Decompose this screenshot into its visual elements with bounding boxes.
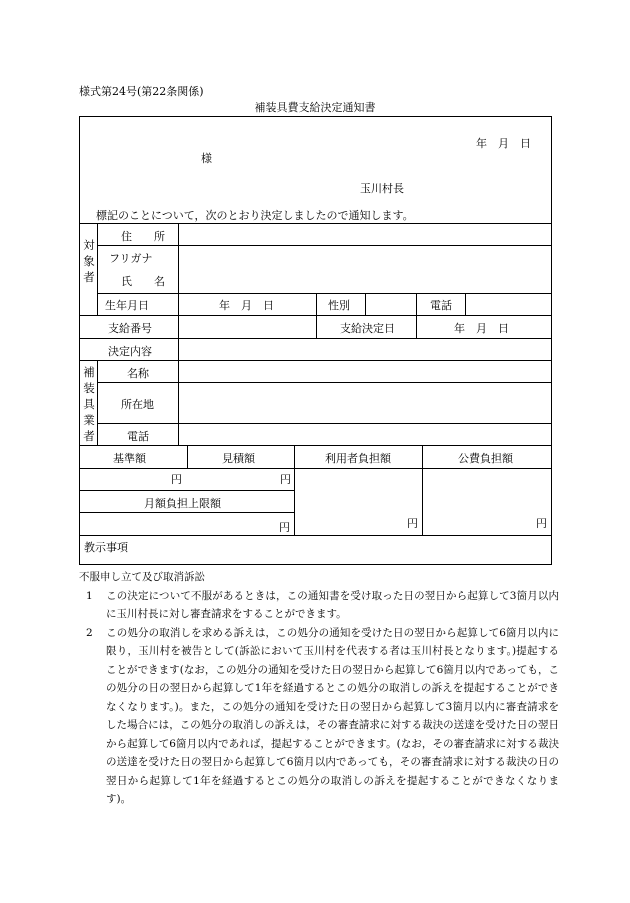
decision-date-label: 支給決定日 [340,322,395,335]
monthly-cap-label: 月額負担上限額 [144,497,221,510]
decision-content-field[interactable] [179,340,550,359]
vendor-phone-label: 電話 [127,430,149,443]
monthly-cap-yen: 円 [279,521,290,534]
sex-field[interactable] [366,295,414,313]
address-field[interactable] [178,226,551,244]
vendor-phone-field[interactable] [179,425,550,444]
issuer-name: 玉川村長 [360,182,404,195]
decision-content-label: 決定内容 [108,345,152,358]
decision-form [79,116,552,565]
name-field[interactable] [178,267,551,291]
page-title: 補装具費支給決定通知書 [254,101,376,114]
appeal-notes [79,568,559,809]
phone-label: 電話 [430,299,452,312]
form-number: 様式第24号(第22条関係) [79,85,204,98]
base-amount-yen: 円 [171,473,182,486]
note-item: 2 この処分の取消しを求める訴えは，この処分の通知を受けた日の翌日から起算して6箇月以内に限り，玉川村を被告として(訴訟において玉川村を代表する者は玉川村長となります。)提起することができます(なお，この処分の通知を受けた日の翌日から起算して6箇月以内であっても，この処分の日の翌日から起算して1年を経過するとこの処分の取消しの訴えを提起することができなくなります。)。また，この処分の通知を受けた日の翌日から起算して3箇月以内に審査請求をした場合には，この処分の取消しの訴えは，その審査請求に対する裁決の送達を受けた日の翌日から起算して6箇月以内であれば，提起することができます。(なお，その審査請求に対する裁決の送達を受けた日の翌日から起算して6箇月以内であっても，その審査請求に対する裁決の日の翌日から起算して1年を経過するとこの処分の取消しの訴えを提起することができなくなります)。 [86,626,559,805]
payment-number-label: 支給番号 [108,322,152,335]
vendor-location-field[interactable] [179,384,550,422]
note-item: 1 この決定について不服があるときは，この通知書を受け取った日の翌日から起算して3箇月以内に玉川村長に対し審査請求をすることができます。 [86,589,559,620]
public-burden-yen: 円 [536,517,547,530]
birthdate-value: 年 月 日 [219,299,274,312]
vendor-name-label: 名称 [127,367,149,380]
vendor-location-label: 所在地 [121,398,154,411]
public-burden-label: 公費負担額 [458,452,513,465]
user-burden-label: 利用者負担額 [325,452,391,465]
birthdate-label: 生年月日 [105,299,149,312]
payment-number-field[interactable] [179,317,315,336]
vendor-name-field[interactable] [179,362,550,381]
sex-label: 性別 [328,299,350,312]
name-label: 氏 名 [121,275,165,288]
phone-field[interactable] [466,295,550,313]
notes-heading: 不服申し立て及び取消訴訟 [79,571,205,583]
notice-date: 年 月 日 [476,137,531,150]
furigana-label: フリガナ [109,252,153,265]
estimate-yen: 円 [280,473,291,486]
user-burden-yen: 円 [407,517,418,530]
estimate-label: 見積額 [222,452,255,465]
address-label: 住 所 [121,230,165,243]
instructions-label: 教示事項 [84,541,128,554]
intro-text: 標記のことについて，次のとおり決定しましたので通知します。 [96,209,414,222]
base-amount-label: 基準額 [113,452,146,465]
addressee-suffix: 様 [201,152,212,165]
vendor-group-label: 補装具業者 [83,365,95,443]
decision-date-value: 年 月 日 [454,322,509,335]
subject-group-label: 対象者 [83,238,95,284]
furigana-field[interactable] [178,247,551,265]
